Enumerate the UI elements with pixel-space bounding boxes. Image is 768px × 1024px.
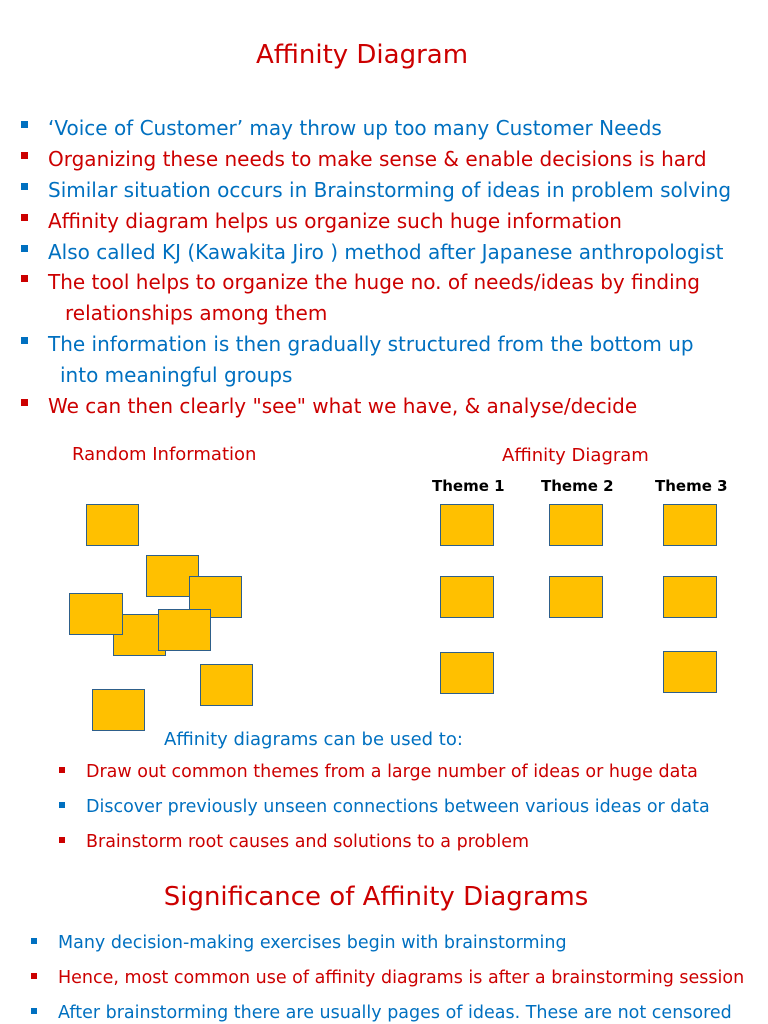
significance-item xyxy=(58,1003,732,1023)
random-note xyxy=(200,664,253,706)
significance-item-text: Many decision-making exercises begin with brainstorming xyxy=(58,933,567,953)
significance-item xyxy=(58,968,744,988)
theme-3-note xyxy=(663,504,717,546)
uses-item-text: Draw out common themes from a large number of ideas or huge data xyxy=(86,762,698,782)
significance-title: Significance of Affinity Diagrams xyxy=(163,882,589,912)
uses-item xyxy=(86,797,710,817)
bullet-item xyxy=(48,147,707,171)
theme-3-note xyxy=(663,576,717,618)
uses-item xyxy=(86,832,529,852)
square-bullet-icon xyxy=(21,152,28,159)
square-bullet-icon xyxy=(31,973,37,979)
significance-item-text: Hence, most common use of affinity diagrams is after a brainstorming session xyxy=(58,968,745,988)
square-bullet-icon xyxy=(59,837,65,843)
square-bullet-icon xyxy=(21,121,28,128)
bullet-text: Organizing these needs to make sense & enable decisions is hard xyxy=(48,147,707,171)
random-note xyxy=(69,593,123,635)
square-bullet-icon xyxy=(31,938,37,944)
square-bullet-icon xyxy=(31,1008,37,1014)
random-note xyxy=(92,689,145,731)
bullet-item xyxy=(48,116,662,140)
random-note xyxy=(158,609,211,651)
theme-2-header: Theme 2 xyxy=(541,477,614,495)
square-bullet-icon xyxy=(21,275,28,282)
bullet-text: Affinity diagram helps us organize such huge information xyxy=(48,209,622,233)
theme-2-note xyxy=(549,576,603,618)
bullet-text: We can then clearly "see" what we have, & analyse/decide xyxy=(48,394,638,418)
uses-intro: Affinity diagrams can be used to: xyxy=(164,729,463,750)
bullet-continuation: into meaningful groups xyxy=(60,363,293,387)
square-bullet-icon xyxy=(59,802,65,808)
square-bullet-icon xyxy=(21,245,28,252)
theme-1-note xyxy=(440,652,494,694)
square-bullet-icon xyxy=(21,337,28,344)
affinity-diagram-label: Affinity Diagram xyxy=(502,445,649,466)
theme-3-note xyxy=(663,651,717,693)
significance-item xyxy=(58,933,567,953)
bullet-text: Similar situation occurs in Brainstorming of ideas in problem solving xyxy=(48,178,732,202)
uses-item-text: Discover previously unseen connections between various ideas or data xyxy=(86,797,710,817)
significance-item-text: After brainstorming there are usually pages of ideas. These are not censored xyxy=(58,1003,732,1023)
bullet-text: Also called KJ (Kawakita Jiro ) method after Japanese anthropologist xyxy=(48,240,724,264)
theme-2-note xyxy=(549,504,603,546)
square-bullet-icon xyxy=(59,767,65,773)
theme-3-header: Theme 3 xyxy=(655,477,728,495)
bullet-continuation: relationships among them xyxy=(65,301,328,325)
bullet-text: The tool helps to organize the huge no. of needs/ideas by finding xyxy=(48,270,700,294)
uses-item-text: Brainstorm root causes and solutions to a problem xyxy=(86,832,530,852)
theme-1-header: Theme 1 xyxy=(432,477,505,495)
page-title: Affinity Diagram xyxy=(255,40,469,70)
square-bullet-icon xyxy=(21,183,28,190)
bullet-item xyxy=(48,240,724,264)
bullet-item xyxy=(48,332,694,356)
theme-1-note xyxy=(440,504,494,546)
bullet-item xyxy=(48,394,637,418)
bullet-text: ‘Voice of Customer’ may throw up too many Customer Needs xyxy=(48,116,662,140)
bullet-item xyxy=(48,178,731,202)
bullet-item xyxy=(48,270,700,294)
theme-1-note xyxy=(440,576,494,618)
bullet-item xyxy=(48,209,622,233)
random-note xyxy=(86,504,139,546)
square-bullet-icon xyxy=(21,214,28,221)
square-bullet-icon xyxy=(21,399,28,406)
bullet-text: The information is then gradually structured from the bottom up xyxy=(48,332,694,356)
random-information-label: Random Information xyxy=(72,444,257,465)
uses-item xyxy=(86,762,698,782)
